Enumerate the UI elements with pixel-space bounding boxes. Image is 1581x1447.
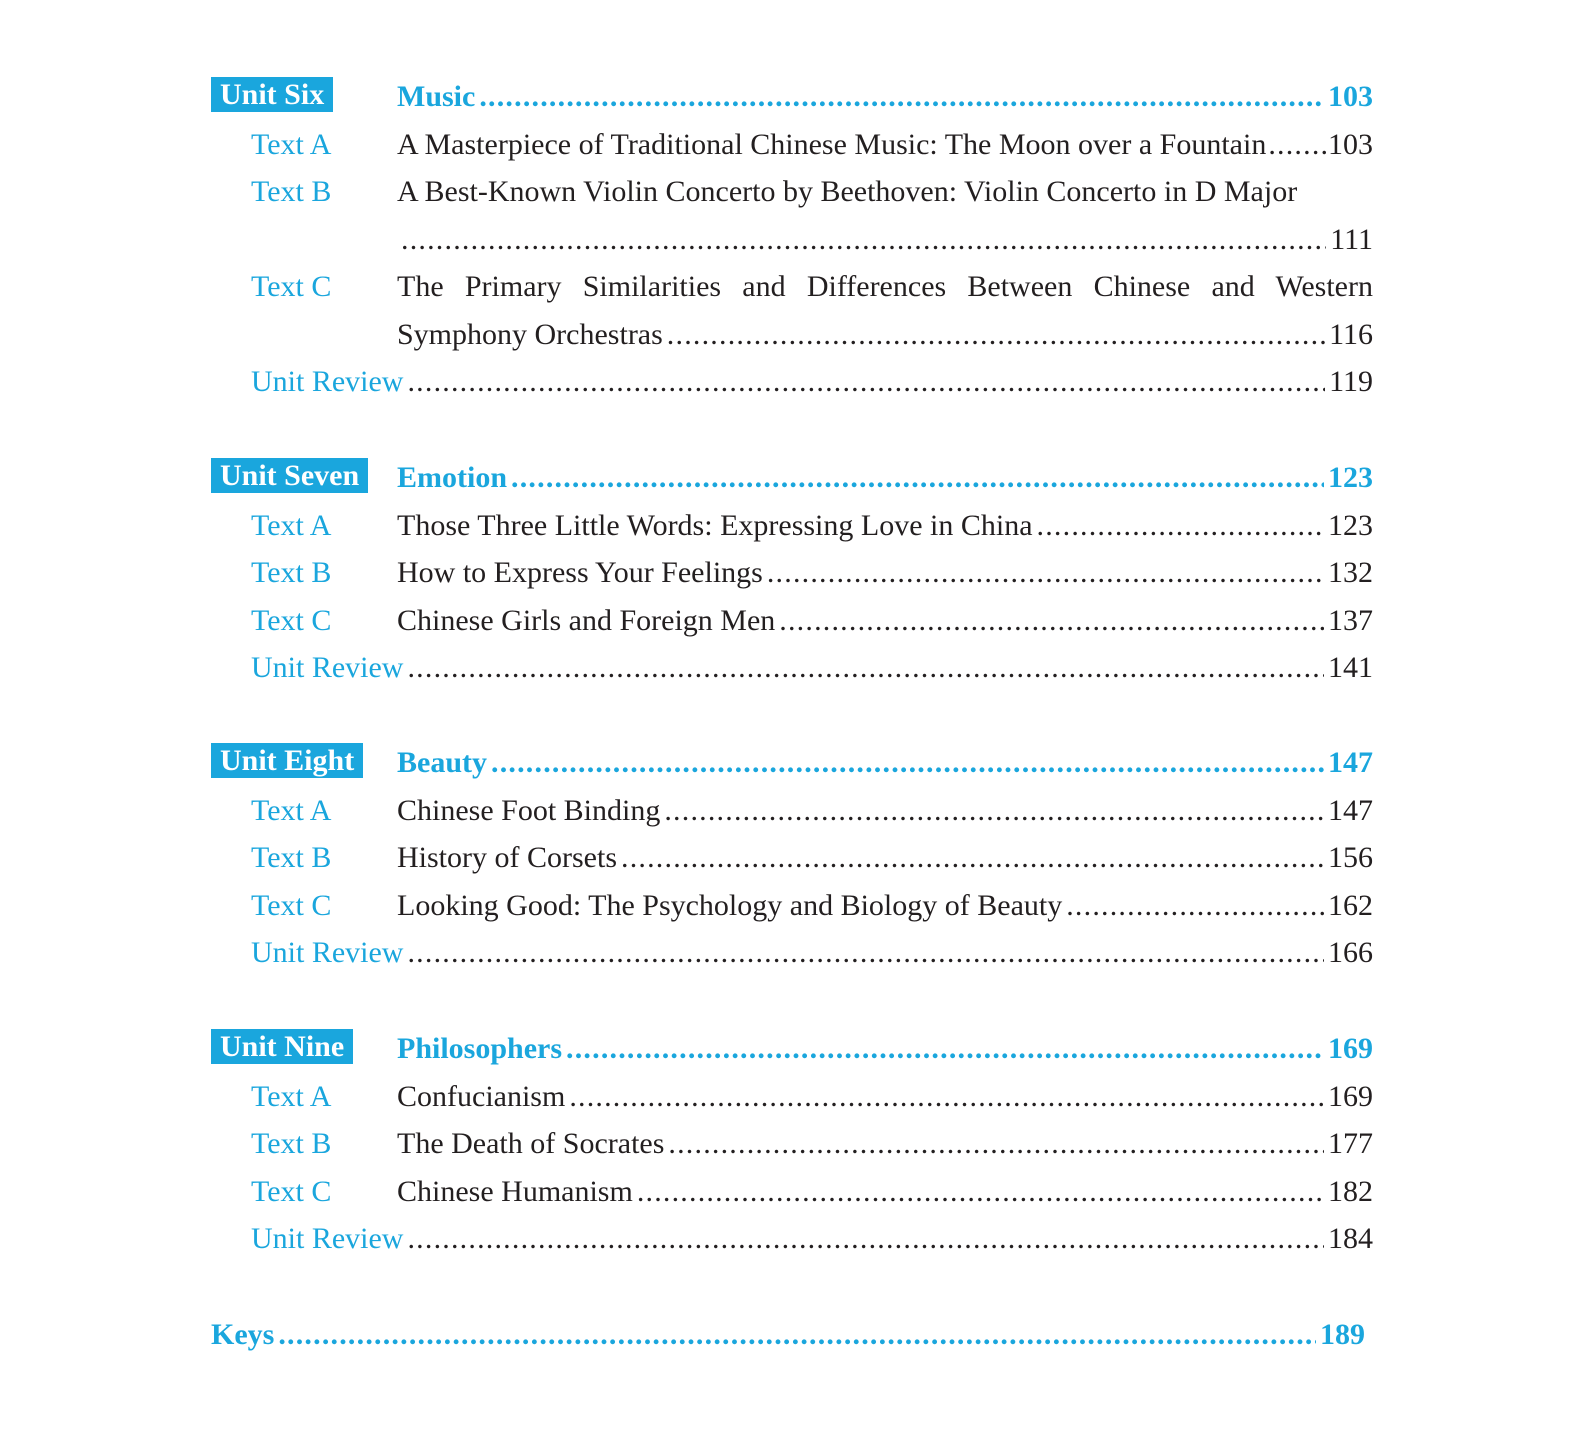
page-number: 156 (1328, 841, 1373, 874)
toc-entry-unit-review[interactable] (211, 358, 1373, 406)
page-number: 147 (1328, 793, 1373, 827)
page-number: 103 (1328, 127, 1373, 161)
page-number: 169 (1328, 1079, 1373, 1113)
dot-leader (667, 311, 1325, 359)
keys-section (211, 1311, 1365, 1359)
text-label: Text B (251, 556, 332, 589)
entry-title: Chinese Humanism (397, 1174, 633, 1208)
dot-leader (668, 1120, 1324, 1168)
unit-seven-section (211, 454, 1373, 692)
page-number: 169 (1328, 1032, 1373, 1065)
dot-leader (637, 1168, 1324, 1216)
dot-leader (278, 1311, 1316, 1359)
page-number: 141 (1328, 651, 1373, 684)
unit-heading-row[interactable] (211, 739, 1373, 787)
toc-entry-text-a[interactable] (211, 787, 1373, 835)
unit-heading-row[interactable] (211, 73, 1373, 121)
page-number: 123 (1328, 461, 1373, 494)
entry-title: The Death of Socrates (397, 1127, 665, 1160)
page-number: 103 (1328, 80, 1373, 113)
page-number: 189 (1320, 1318, 1365, 1351)
page-number: 177 (1328, 1127, 1373, 1160)
dot-leader (407, 1215, 1324, 1263)
unit-badge: Unit Six (211, 77, 333, 112)
page-number: 137 (1328, 603, 1373, 637)
unit-badge: Unit Seven (211, 458, 368, 493)
unit-title: Philosophers (397, 1032, 563, 1065)
text-label: Text B (251, 1127, 332, 1160)
unit-heading-row[interactable] (211, 454, 1373, 502)
dot-leader (1268, 121, 1326, 169)
unit-heading-row[interactable] (211, 1025, 1373, 1073)
page-number: 111 (1330, 222, 1373, 256)
toc-entry-text-b-continued[interactable] (211, 216, 1373, 264)
toc-entry-text-b[interactable] (211, 834, 1373, 882)
dot-leader (779, 597, 1324, 645)
unit-badge: Unit Eight (211, 743, 363, 778)
toc-entry-unit-review[interactable] (211, 929, 1373, 977)
unit-review-label: Unit Review (251, 1222, 404, 1255)
text-label: Text C (251, 603, 332, 637)
toc-entry-text-a[interactable] (211, 1073, 1373, 1121)
dot-leader (407, 358, 1325, 406)
unit-eight-section (211, 739, 1373, 977)
text-label: Text B (251, 175, 332, 208)
dot-leader (767, 549, 1324, 597)
text-label: Text C (251, 270, 332, 303)
text-label: Text A (251, 793, 332, 827)
dot-leader (511, 454, 1324, 502)
dot-leader (407, 644, 1324, 692)
entry-title: Chinese Girls and Foreign Men (397, 603, 776, 637)
page-number: 116 (1329, 317, 1373, 351)
unit-title: Music (397, 80, 476, 113)
toc-entry-text-a[interactable] (211, 502, 1373, 550)
toc-entry-text-c-continued[interactable] (211, 311, 1373, 359)
unit-title: Beauty (397, 746, 487, 779)
entry-title: A Best-Known Violin Concerto by Beethoven: Violin Concerto in D Major (397, 175, 1298, 208)
dot-leader (621, 834, 1324, 882)
entry-title: Looking Good: The Psychology and Biology of Beauty (397, 888, 1063, 922)
dot-leader (566, 1025, 1324, 1073)
keys-label: Keys (211, 1318, 275, 1351)
page-number: 132 (1328, 556, 1373, 589)
text-label: Text A (251, 1079, 332, 1113)
toc-entry-unit-review[interactable] (211, 1215, 1373, 1263)
page-number: 162 (1328, 888, 1373, 922)
entry-title-line-1: The Primary Similarities and Differences Between Chinese and Western (397, 270, 1373, 303)
dot-leader (491, 739, 1324, 787)
unit-badge: Unit Nine (211, 1029, 353, 1064)
dot-leader (479, 73, 1324, 121)
entry-title: Those Three Little Words: Expressing Love in China (397, 508, 1033, 542)
page-number: 184 (1328, 1222, 1373, 1255)
entry-title: A Masterpiece of Traditional Chinese Music: The Moon over a Fountain (397, 127, 1267, 161)
toc-entry-text-c[interactable] (211, 597, 1373, 645)
dot-leader (1066, 882, 1324, 930)
toc-entry-text-b[interactable] (211, 549, 1373, 597)
dot-leader (569, 1073, 1324, 1121)
entry-title: Chinese Foot Binding (397, 793, 661, 827)
toc-entry-text-c[interactable] (211, 263, 1373, 311)
toc-entry-text-c[interactable] (211, 1168, 1373, 1216)
dot-leader (1037, 502, 1324, 550)
toc-entry-unit-review[interactable] (211, 644, 1373, 692)
toc-entry-text-b[interactable] (211, 168, 1373, 216)
unit-title: Emotion (397, 461, 508, 494)
dot-leader (401, 216, 1326, 264)
entry-title: History of Corsets (397, 841, 617, 874)
dot-leader (664, 787, 1324, 835)
page-number: 119 (1329, 365, 1373, 398)
toc-entry-text-b[interactable] (211, 1120, 1373, 1168)
unit-review-label: Unit Review (251, 365, 404, 398)
unit-review-label: Unit Review (251, 651, 404, 684)
toc-entry-text-a[interactable] (211, 121, 1373, 169)
page-number: 182 (1328, 1174, 1373, 1208)
entry-title: Confucianism (397, 1079, 566, 1113)
unit-six-section (211, 73, 1373, 406)
entry-title-line-2: Symphony Orchestras (397, 317, 663, 351)
unit-nine-section (211, 1025, 1373, 1263)
text-label: Text B (251, 841, 332, 874)
toc-entry-text-c[interactable] (211, 882, 1373, 930)
page-number: 147 (1328, 746, 1373, 779)
page-number: 166 (1328, 936, 1373, 969)
text-label: Text A (251, 127, 332, 161)
dot-leader (407, 929, 1324, 977)
keys-row[interactable] (211, 1311, 1365, 1359)
text-label: Text C (251, 1174, 332, 1208)
text-label: Text C (251, 888, 332, 922)
page-number: 123 (1328, 508, 1373, 542)
text-label: Text A (251, 508, 332, 542)
entry-title: How to Express Your Feelings (397, 556, 763, 589)
unit-review-label: Unit Review (251, 936, 404, 969)
